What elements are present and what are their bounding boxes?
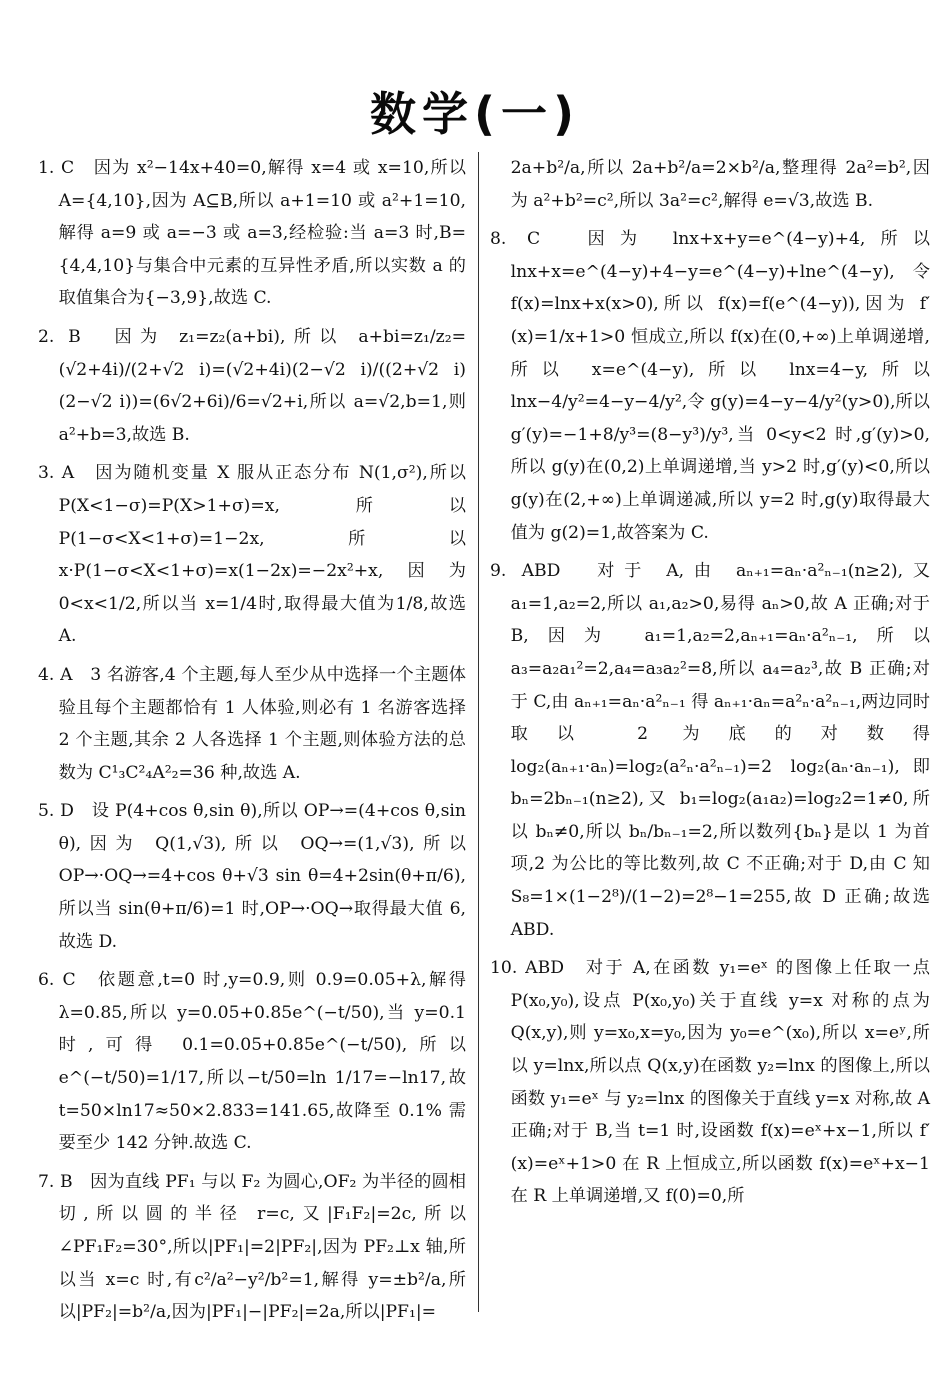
answer-item-5: 5. D 设 P(4+cos θ,sin θ),所以 OP→=(4+cos θ,sin θ),因为 Q(1,√3),所以 OQ→=(1,√3),所以 OP→·OQ→=4+cos θ+√3 sin θ=4+2sin(θ+π/6),所以当 sin(θ+π/6)=1 时,OP→·OQ→取得最大值 6,故选 D.	[38, 801, 466, 952]
answer-item-9: 9. ABD 对于 A,由 aₙ₊₁=aₙ·a²ₙ₋₁(n≥2),又 a₁=1,a₂=2,所以 a₁,a₂>0,易得 aₙ>0,故 A 正确;对于 B,因为 a₁=1,a₂=2,aₙ₊₁=aₙ·a²ₙ₋₁,所以 a₃=a₂a₁²=2,a₄=a₃a₂²=8,所以 a₄=a₂³,故 B 正确;对于 C,由 aₙ₊₁=aₙ·a²ₙ₋₁ 得 aₙ₊₁·aₙ=a²ₙ·a²ₙ₋₁,两边同时取以 2 为底的对数得 log₂(aₙ₊₁·aₙ)=log₂(a²ₙ·a²ₙ₋₁)=2 log₂(aₙ·aₙ₋₁),即 bₙ=2bₙ₋₁(n≥2),又 b₁=log₂(a₁a₂)=log₂2=1≠0,所以 bₙ≠0,所以 bₙ/bₙ₋₁=2,所以数列{bₙ}是以 1 为首项,2 为公比的等比数列,故 C 不正确;对于 D,由 C 知 S₈=1×(1−2⁸)/(1−2)=2⁸−1=255,故 D 正确;故选 ABD.	[490, 561, 930, 940]
left-column	[38, 152, 466, 1335]
right-column	[490, 152, 930, 1219]
page-title: 数学(一)	[369, 87, 581, 141]
answer-item-10: 10. ABD 对于 A,在函数 y₁=eˣ 的图像上任取一点 P(x₀,y₀),设点 P(x₀,y₀)关于直线 y=x 对称的点为 Q(x,y),则 y=x₀,x=y₀,因为 y₀=e^(x₀),所以 x=eʸ,所以 y=lnx,所以点 Q(x,y)在函数 y₂=lnx 的图像上,所以函数 y₁=eˣ 与 y₂=lnx 的图像关于直线 y=x 对称,故 A 正确;对于 B,当 t=1 时,设函数 f(x)=eˣ+x−1,所以 f′(x)=eˣ+1>0 在 R 上恒成立,所以函数 f(x)=eˣ+x−1 在 R 上单调递增,又 f(0)=0,所	[490, 958, 930, 1207]
answer-item-7-continued: 2a+b²/a,所以 2a+b²/a=2×b²/a,整理得 2a²=b²,因为 a²+b²=c²,所以 3a²=c²,解得 e=√3,故选 B.	[510, 158, 930, 211]
answer-item-7: 7. B 因为直线 PF₁ 与以 F₂ 为圆心,OF₂ 为半径的圆相切,所以圆的半径 r=c,又|F₁F₂|=2c,所以∠PF₁F₂=30°,所以|PF₁|=2|PF₂|,因为 PF₂⊥x 轴,所以当 x=c 时,有c²/a²−y²/b²=1,解得 y=±b²/a,所以|PF₂|=b²/a,因为|PF₁|−|PF₂|=2a,所以|PF₁|=	[38, 1171, 466, 1323]
answer-item-6: 6. C 依题意,t=0 时,y=0.9,则 0.9=0.05+λ,解得 λ=0.85,所以 y=0.05+0.85e^(−t/50),当 y=0.1 时,可得 0.1=0.05+0.85e^(−t/50),所以 e^(−t/50)=1/17,所以−t/50=ln 1/17=−ln17,故 t=50×ln17≈50×2.833=141.65,故降至 0.1% 需要至少 142 分钟.故选 C.	[38, 970, 466, 1154]
column-divider	[478, 152, 479, 1312]
answer-item-4: 4. A 3 名游客,4 个主题,每人至少从中选择一个主题体验且每个主题都恰有 1 人体验,则必有 1 名游客选择 2 个主题,其余 2 人各选择 1 个主题,则体验方法的总数为 C¹₃C²₄A²₂=36 种,故选 A.	[38, 664, 466, 783]
answer-item-2: 2. B 因为 z₁=z₂(a+bi),所以 a+bi=z₁/z₂=(√2+4i)/(2+√2 i)=(√2+4i)(2−√2 i)/((2+√2 i)(2−√2 i))=(6√2+6i)/6=√2+i,所以 a=√2,b=1,则 a²+b=3,故选 B.	[38, 326, 466, 445]
answer-item-1: 1. C 因为 x²−14x+40=0,解得 x=4 或 x=10,所以 A={4,10},因为 A⊆B,所以 a+1=10 或 a²+1=10,解得 a=9 或 a=−3 或 a=3,经检验:当 a=3 时,B={4,4,10}与集合中元素的互异性矛盾,所以实数 a 的取值集合为{−3,9},故选 C.	[38, 158, 466, 309]
answer-item-3: 3. A 因为随机变量 X 服从正态分布 N(1,σ²),所以 P(X<1−σ)=P(X>1+σ)=x,所以 P(1−σ<X<1+σ)=1−2x,所以 x·P(1−σ<X<1+σ)=x(1−2x)=−2x²+x,因为 0<x<1/2,所以当 x=1/4时,取得最大值为1/8,故选 A.	[38, 463, 466, 647]
answer-item-8: 8. C 因为 lnx+x+y=e^(4−y)+4,所以 lnx+x=e^(4−y)+4−y=e^(4−y)+lne^(4−y),令 f(x)=lnx+x(x>0),所以 f(x)=f(e^(4−y)),因为 f′(x)=1/x+1>0 恒成立,所以 f(x)在(0,+∞)上单调递增,所以 x=e^(4−y),所以 lnx=4−y,所以 lnx−4/y²=4−y−4/y²,令 g(y)=4−y−4/y²(y>0),所以 g′(y)=−1+8/y³=(8−y³)/y³,当 0<y<2 时,g′(y)>0,所以 g(y)在(0,2)上单调递增,当 y>2 时,g′(y)<0,所以 g(y)在(2,+∞)上单调递减,所以 y=2 时,g(y)取得最大值为 g(2)=1,故答案为 C.	[490, 229, 930, 543]
